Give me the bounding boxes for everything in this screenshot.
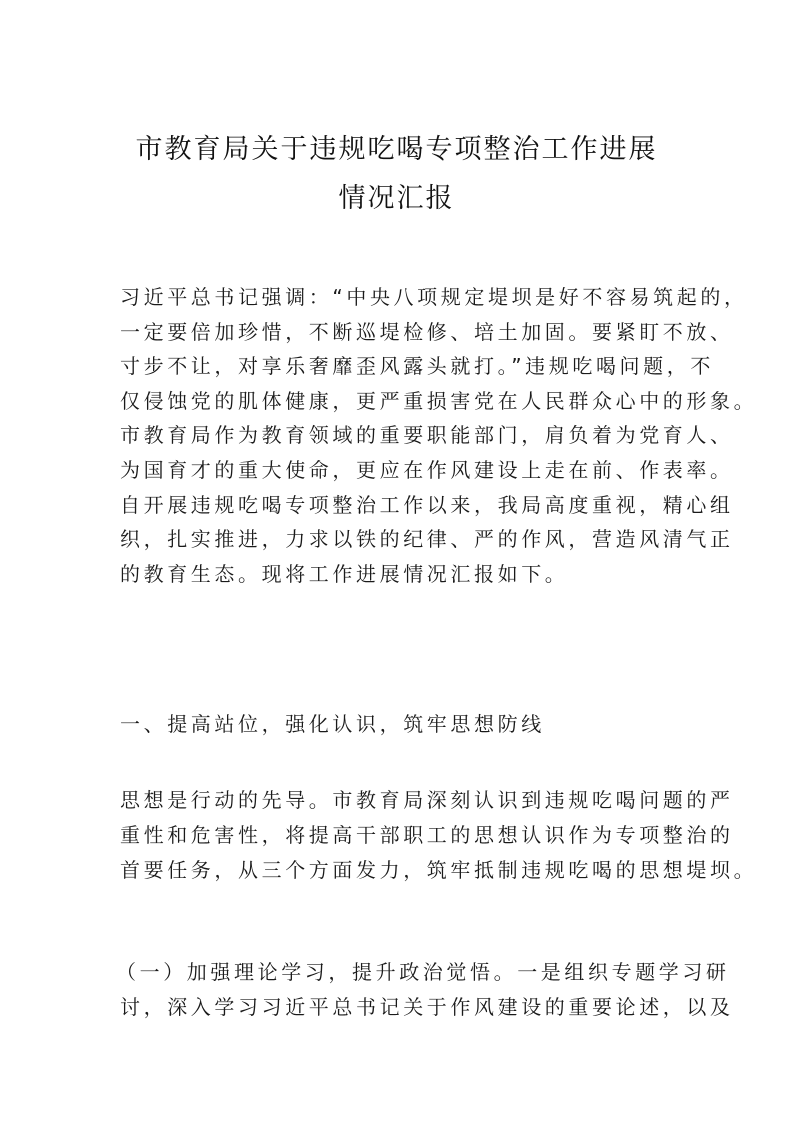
paragraph-line: 思想是行动的先导。市教育局深刻认识到违规吃喝问题的严 [120,788,734,812]
paragraph-line: 重性和危害性，将提高干部职工的思想认识作为专项整治的 [120,823,734,847]
paragraph-line: 习近平总书记强调：“中央八项规定堤坝是好不容易筑起的， [120,285,748,309]
paragraph-line: 为国育才的重大使命，更应在作风建设上走在前、作表率。 [120,458,734,482]
document-title-line-2: 情况汇报 [338,183,455,214]
paragraph-line: 自开展违规吃喝专项整治工作以来，我局高度重视，精心组 [120,493,734,517]
paragraph-line: （一）加强理论学习，提升政治觉悟。一是组织专题学习研 [116,960,730,984]
section-heading-text: 一、提高站位，强化认识，筑牢思想防线 [120,712,545,736]
paragraph-line: 首要任务，从三个方面发力，筑牢抵制违规吃喝的思想堤坝。 [120,858,758,882]
paragraph-line: 市教育局作为教育领域的重要职能部门，肩负着为党育人、 [120,423,734,447]
paragraph-line: 的教育生态。现将工作进展情况汇报如下。 [120,562,569,586]
paragraph-line: 讨，深入学习习近平总书记关于作风建设的重要论述，以及 [120,995,734,1019]
paragraph-line: 一定要倍加珍惜，不断巡堤检修、培土加固。要紧盯不放、 [120,320,734,344]
paragraph-line: 织，扎实推进，力求以铁的纪律、严的作风，营造风清气正 [120,527,734,551]
paragraph-line: 寸步不让，对享乐奢靡歪风露头就打。”违规吃喝问题，不 [120,354,714,378]
document-title-line-1: 市教育局关于违规吃喝专项整治工作进展 [135,134,658,165]
paragraph-line: 仅侵蚀党的肌体健康，更严重损害党在人民群众心中的形象。 [120,389,758,413]
